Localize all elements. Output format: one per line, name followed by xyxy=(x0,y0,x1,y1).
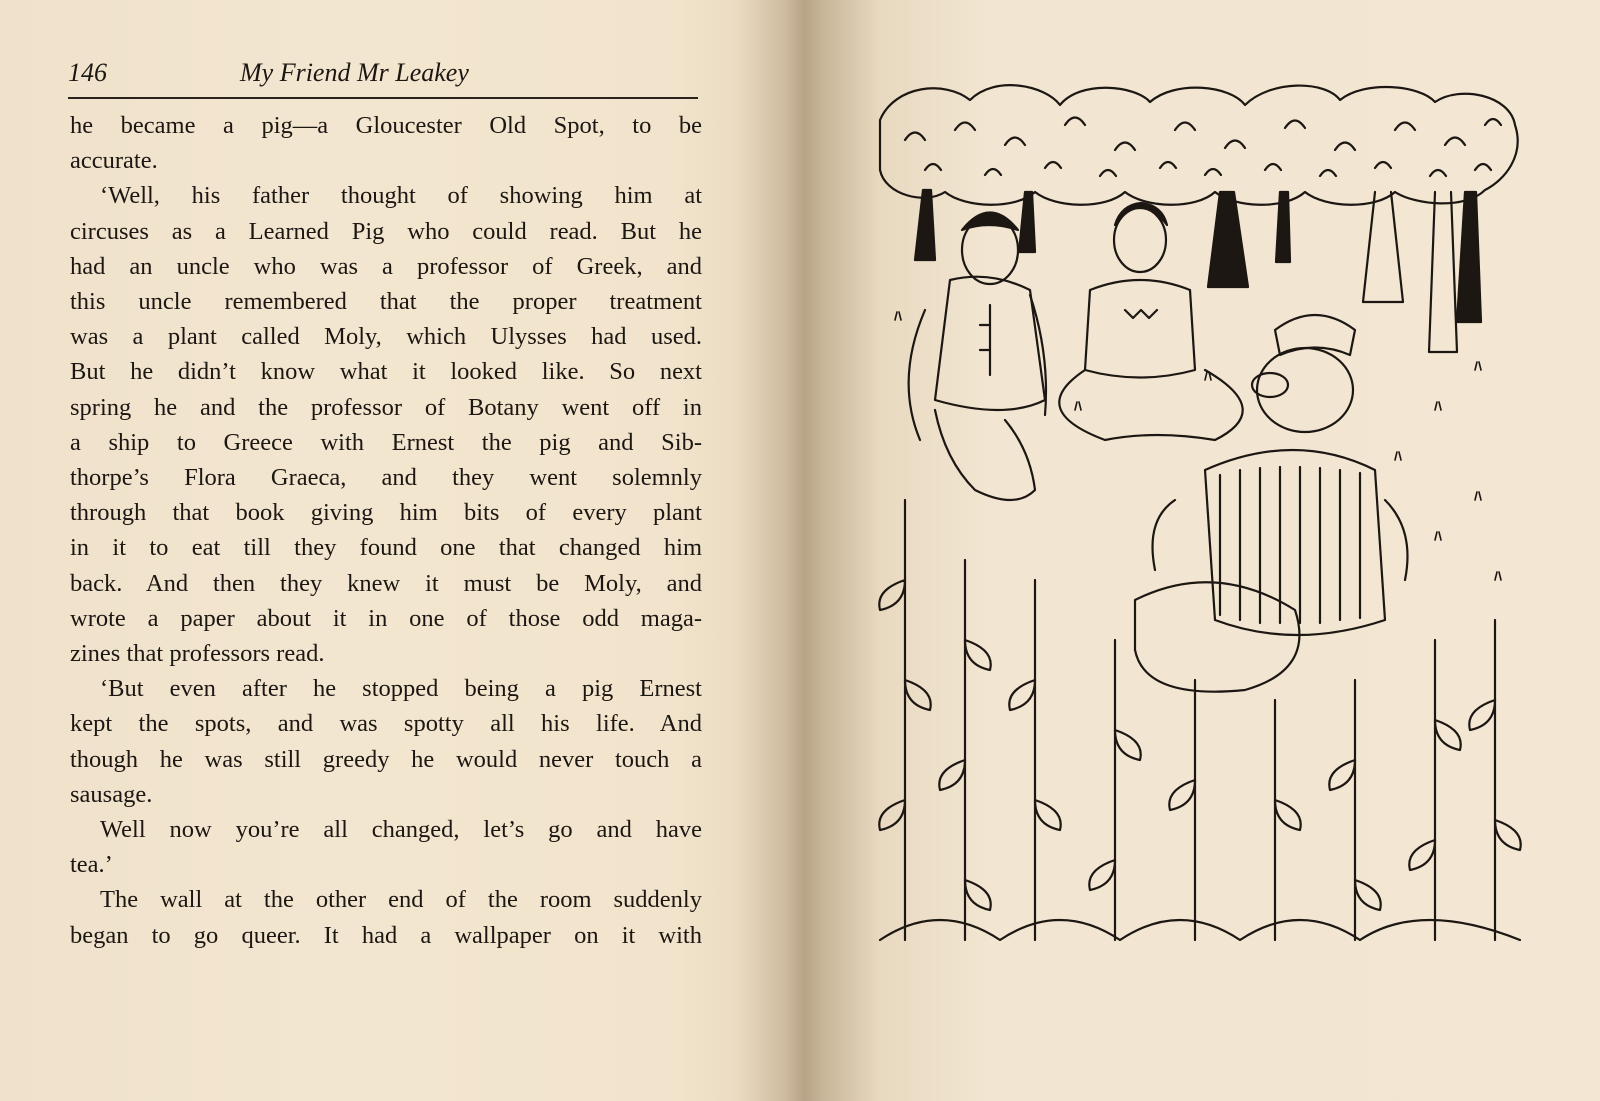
text-line: in it to eat till they found one that changed him xyxy=(70,534,702,562)
right-page xyxy=(805,0,1600,1101)
tree-canopy xyxy=(880,85,1518,205)
text-line: ‘Well, his father thought of showing him at xyxy=(100,182,702,210)
foreground-plants xyxy=(879,500,1520,940)
text-line: through that book giving him bits of every plant xyxy=(70,499,702,527)
running-head xyxy=(68,58,698,98)
text-line: accurate. xyxy=(70,147,158,175)
text-line: ‘But even after he stopped being a pig Ernest xyxy=(100,675,702,703)
pig-figure xyxy=(1135,315,1408,692)
header-rule xyxy=(68,97,698,99)
text-line: this uncle remembered that the proper treatment xyxy=(70,288,702,316)
text-line: began to go queer. It had a wallpaper on it with xyxy=(70,921,702,949)
text-line: a ship to Greece with Ernest the pig and Sib- xyxy=(70,428,702,456)
text-line: Well now you’re all changed, let’s go and have xyxy=(100,816,702,844)
text-line: back. And then they knew it must be Moly, and xyxy=(70,569,702,597)
page-number: 146 xyxy=(68,58,107,87)
text-line: tea.’ xyxy=(70,851,113,879)
text-line: But he didn’t know what it looked like. So next xyxy=(70,358,702,386)
text-line: he became a pig—a Gloucester Old Spot, to be xyxy=(70,112,702,139)
text-line: zines that professors read. xyxy=(70,640,325,668)
illustration xyxy=(875,80,1523,960)
text-line: though he was still greedy he would never touch a xyxy=(70,745,702,773)
text-line: kept the spots, and was spotty all his life. And xyxy=(70,710,702,738)
text-line: wrote a paper about it in one of those odd maga- xyxy=(70,604,702,632)
text-line: thorpe’s Flora Graeca, and they went solemnly xyxy=(70,464,702,492)
text-line: The wall at the other end of the room suddenly xyxy=(100,886,702,914)
body-text xyxy=(70,108,702,953)
text-line: had an uncle who was a professor of Greek, and xyxy=(70,252,702,280)
running-title: My Friend Mr Leakey xyxy=(240,58,469,87)
text-line: sausage. xyxy=(70,780,153,808)
text-line: circuses as a Learned Pig who could read. But he xyxy=(70,217,702,245)
text-line: was a plant called Moly, which Ulysses had used. xyxy=(70,323,702,351)
grass-marks xyxy=(895,312,1501,580)
text-line: spring he and the professor of Botany went off in xyxy=(70,393,702,421)
